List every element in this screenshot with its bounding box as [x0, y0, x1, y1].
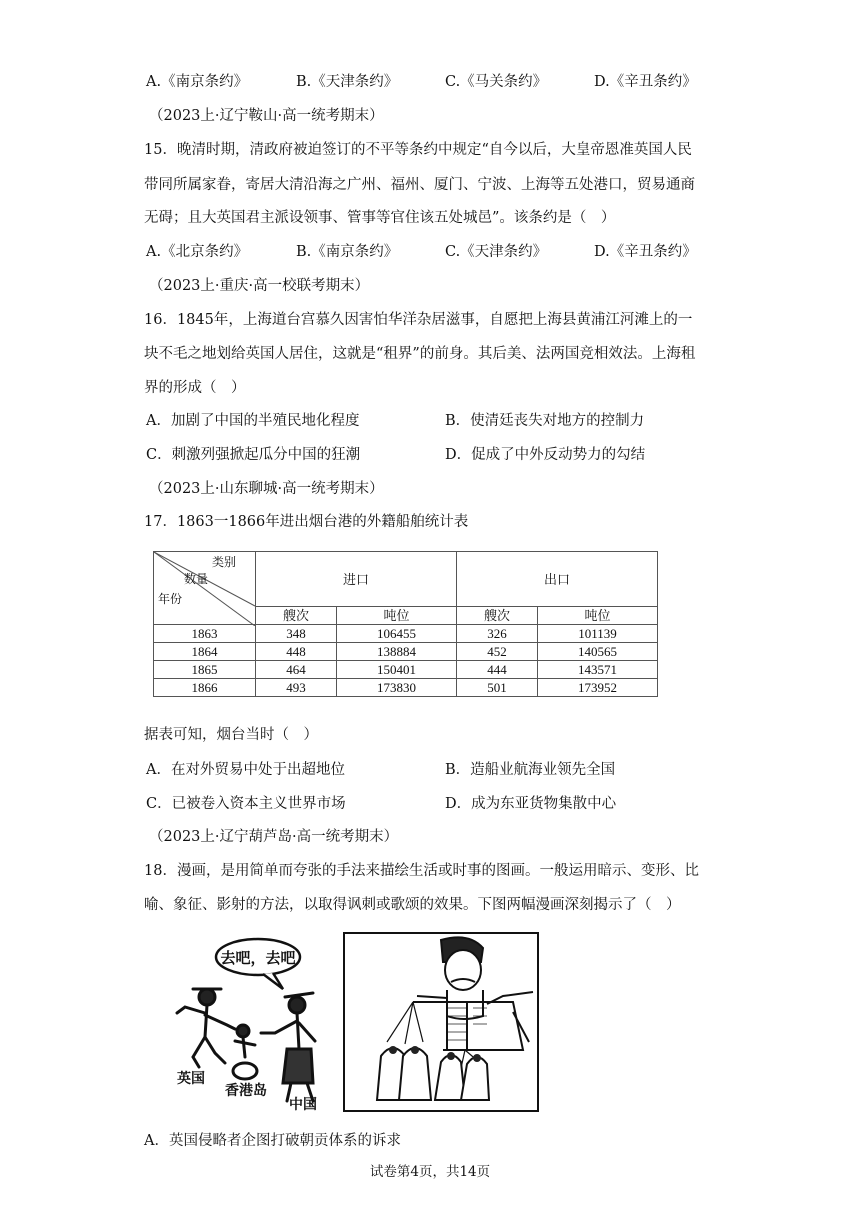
cartoon-britain-hongkong: [163, 933, 333, 1113]
cell-year: 1864: [154, 643, 256, 661]
cell-import-tonnage: 173830: [337, 679, 457, 697]
cell-import-voyages: 448: [256, 643, 337, 661]
table-row: [154, 661, 658, 679]
cell-year: 1865: [154, 661, 256, 679]
cell-import-tonnage: 106455: [337, 625, 457, 643]
cell-export-voyages: 452: [456, 643, 537, 661]
q17-title: 17．1863一1866年进出烟台港的外籍船舶统计表: [144, 514, 469, 530]
cell-export-voyages: 444: [456, 661, 537, 679]
q15-option-b: B.《南京条约》: [296, 244, 399, 260]
corner-quantity-label: 数量: [184, 572, 209, 586]
cartoon-puppet-master-drawing: [343, 932, 539, 1112]
cell-export-voyages: 501: [456, 679, 537, 697]
cartoon-puppet-master: [343, 932, 539, 1112]
cell-export-voyages: 326: [456, 625, 537, 643]
q17-option-b: B．造船业航海业领先全国: [445, 762, 616, 778]
label-china: 中国: [289, 1097, 317, 1113]
q15-option-d: D.《辛丑条约》: [594, 244, 697, 260]
export-group-header: 出口: [456, 552, 657, 607]
q15-stem-line-2: 带同所属家眷，寄居大清沿海之广州、福州、厦门、宁波、上海等五处港口，贸易通商: [144, 177, 695, 193]
q14-option-a: A.《南京条约》: [146, 74, 249, 90]
q16-stem-line-1: 16．1845年，上海道台宫慕久因害怕华洋杂居滋事，自愿把上海县黄浦江河滩上的一: [144, 312, 693, 328]
q17-option-d: D．成为东亚货物集散中心: [445, 796, 617, 812]
cell-import-tonnage: 138884: [337, 643, 457, 661]
cell-import-voyages: 464: [256, 661, 337, 679]
speech-bubble-text: 去吧，去吧: [220, 949, 296, 967]
q14-option-c: C.《马关条约》: [445, 74, 548, 90]
table-row: [154, 625, 658, 643]
table-row: [154, 643, 658, 661]
subheader-import-tonnage: 吨位: [337, 607, 457, 625]
cell-year: 1866: [154, 679, 256, 697]
cell-import-voyages: 348: [256, 625, 337, 643]
q17-option-c: C．已被卷入资本主义世界市场: [146, 796, 346, 812]
label-hongkong: 香港岛: [225, 1083, 267, 1099]
q16-stem-line-2: 块不毛之地划给英国人居住，这就是“租界”的前身。其后美、法两国竞相效法。上海租: [144, 346, 696, 362]
q17-option-a: A．在对外贸易中处于出超地位: [146, 762, 345, 778]
subheader-import-voyages: 艘次: [256, 607, 337, 625]
q16-option-b: B．使清廷丧失对地方的控制力: [445, 413, 645, 429]
q15-stem-line-1: 15．晚清时期，清政府被迫签订的不平等条约中规定“自今以后，大皇帝恩准英国人民: [144, 142, 692, 158]
q16-option-a: A．加剧了中国的半殖民地化程度: [146, 413, 360, 429]
q18-source: （2023上·辽宁葫芦岛·高一统考期末）: [149, 829, 399, 845]
q15-source: （2023上·辽宁鞍山·高一统考期末）: [149, 108, 384, 124]
cartoon-britain-hongkong-drawing: [163, 933, 333, 1113]
q15-option-a: A.《北京条约》: [146, 244, 249, 260]
corner-diagonal-lines: [154, 552, 255, 626]
table-corner-header: [154, 552, 256, 625]
cell-export-tonnage: 173952: [538, 679, 658, 697]
q16-source: （2023上·重庆·高一校联考期末）: [149, 278, 370, 294]
table-row: [154, 679, 658, 697]
q14-option-b: B.《天津条约》: [296, 74, 399, 90]
q18-stem-line-1: 18．漫画，是用简单而夸张的手法来描绘生活或时事的图画。一般运用暗示、变形、比: [144, 863, 699, 879]
corner-year-label: 年份: [158, 592, 183, 606]
page-footer: 试卷第4页，共14页: [369, 1164, 491, 1180]
q16-option-d: D．促成了中外反动势力的勾结: [445, 447, 646, 463]
q17-source: （2023上·山东聊城·高一统考期末）: [149, 481, 384, 497]
import-group-header: 进口: [256, 552, 457, 607]
q17-stem: 据表可知，烟台当时（ ）: [144, 727, 318, 743]
cell-export-tonnage: 101139: [538, 625, 658, 643]
label-britain: 英国: [177, 1071, 205, 1087]
subheader-export-tonnage: 吨位: [538, 607, 658, 625]
q16-option-c: C．刺激列强掀起瓜分中国的狂潮: [146, 447, 361, 463]
corner-category-label: 类别: [212, 555, 237, 569]
cell-export-tonnage: 140565: [538, 643, 658, 661]
q18-stem-line-2: 喻、象征、影射的方法，以取得讽刺或歌颂的效果。下图两幅漫画深刻揭示了（ ）: [144, 897, 681, 913]
cell-import-tonnage: 150401: [337, 661, 457, 679]
q15-stem-line-3: 无碍；且大英国君主派设领事、管事等官住该五处城邑”。该条约是（ ）: [144, 210, 616, 226]
subheader-export-voyages: 艘次: [456, 607, 537, 625]
q18-option-a: A．英国侵略者企图打破朝贡体系的诉求: [144, 1133, 401, 1149]
q15-option-c: C.《天津条约》: [445, 244, 548, 260]
q14-option-d: D.《辛丑条约》: [594, 74, 697, 90]
cell-export-tonnage: 143571: [538, 661, 658, 679]
q16-stem-line-3: 界的形成（ ）: [144, 380, 246, 396]
cell-year: 1863: [154, 625, 256, 643]
cell-import-voyages: 493: [256, 679, 337, 697]
ship-statistics-table: [153, 551, 658, 697]
